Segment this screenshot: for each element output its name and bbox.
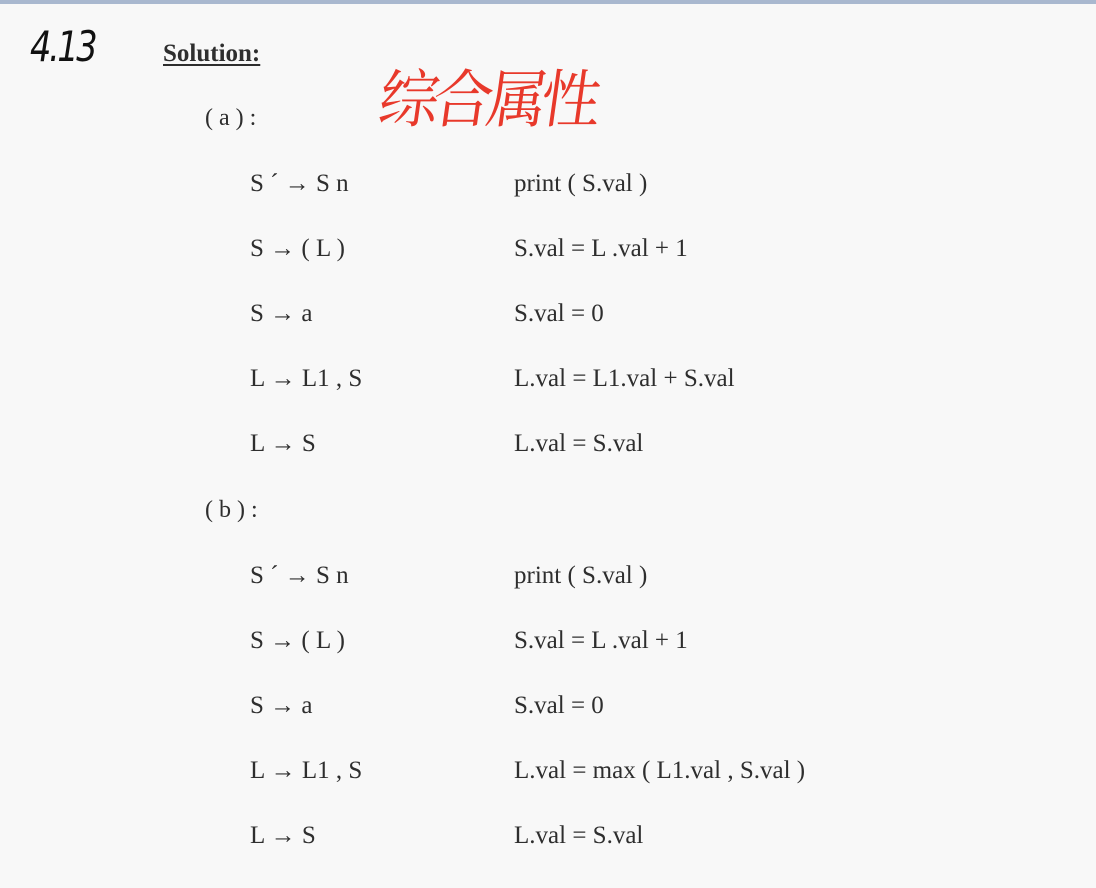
production: L → L1 , S bbox=[250, 757, 363, 784]
production: S → a bbox=[250, 300, 313, 327]
handwritten-note: 综合属性 bbox=[374, 63, 601, 137]
production: S ´ → S n bbox=[250, 562, 349, 589]
production: S → ( L ) bbox=[250, 627, 345, 654]
semantic-action: print ( S.val ) bbox=[514, 170, 648, 197]
rule-row bbox=[0, 692, 1096, 722]
semantic-action: L.val = max ( L1.val , S.val ) bbox=[514, 757, 806, 784]
handwritten-problem-number: 4.13 bbox=[30, 22, 96, 71]
semantic-action: S.val = L .val + 1 bbox=[514, 235, 688, 262]
semantic-action: L.val = S.val bbox=[514, 822, 644, 849]
production: L → L1 , S bbox=[250, 365, 363, 392]
rule-row bbox=[0, 822, 1096, 852]
top-border bbox=[0, 0, 1096, 4]
rule-row bbox=[0, 235, 1096, 265]
part-b-label: ( b ) : bbox=[205, 497, 258, 523]
production: S ´ → S n bbox=[250, 170, 349, 197]
production: L → S bbox=[250, 430, 316, 457]
rule-row bbox=[0, 300, 1096, 330]
semantic-action: S.val = L .val + 1 bbox=[514, 627, 688, 654]
semantic-action: L.val = L1.val + S.val bbox=[514, 365, 735, 392]
rule-row bbox=[0, 170, 1096, 200]
part-a-label: ( a ) : bbox=[205, 105, 257, 131]
semantic-action: S.val = 0 bbox=[514, 300, 604, 327]
semantic-action: print ( S.val ) bbox=[514, 562, 648, 589]
semantic-action: S.val = 0 bbox=[514, 692, 604, 719]
production: S → a bbox=[250, 692, 313, 719]
rule-row bbox=[0, 562, 1096, 592]
rule-row bbox=[0, 430, 1096, 460]
rule-row bbox=[0, 627, 1096, 657]
rule-row bbox=[0, 757, 1096, 787]
solution-heading: Solution: bbox=[163, 40, 261, 67]
rule-row bbox=[0, 365, 1096, 395]
semantic-action: L.val = S.val bbox=[514, 430, 644, 457]
production: S → ( L ) bbox=[250, 235, 345, 262]
production: L → S bbox=[250, 822, 316, 849]
